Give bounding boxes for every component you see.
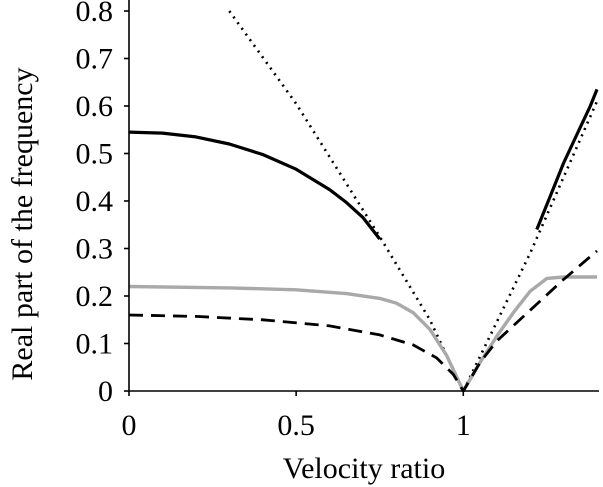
- plot-area: [129, 11, 597, 391]
- y-tick-label: 0.7: [75, 42, 113, 76]
- y-tick-label: 0.3: [75, 232, 113, 266]
- x-tick-label: 0.5: [277, 409, 315, 442]
- x-tick-label: 0: [121, 409, 137, 442]
- y-tick-label: 0.2: [75, 280, 113, 313]
- solid-line-series: [129, 277, 597, 391]
- solid-line-series: [537, 89, 597, 229]
- y-axis-title: Real part of the frequency: [6, 67, 39, 381]
- dotted-line-series: [229, 11, 597, 391]
- x-axis-ticks: [122, 391, 471, 442]
- x-tick-label: 1: [455, 409, 471, 442]
- y-tick-label: 0.8: [75, 0, 113, 28]
- solid-line-series: [129, 132, 380, 239]
- y-tick-label: 0.5: [75, 137, 113, 171]
- y-tick-label: 0.6: [75, 90, 113, 123]
- y-axis-ticks: [76, 0, 130, 408]
- y-tick-label: 0.4: [75, 185, 113, 218]
- series-layer: [129, 11, 597, 391]
- x-axis-title: Velocity ratio: [282, 452, 446, 485]
- dashed-line-series: [129, 251, 597, 391]
- y-tick-label: 0: [98, 375, 113, 408]
- y-tick-label: 0.1: [75, 327, 113, 361]
